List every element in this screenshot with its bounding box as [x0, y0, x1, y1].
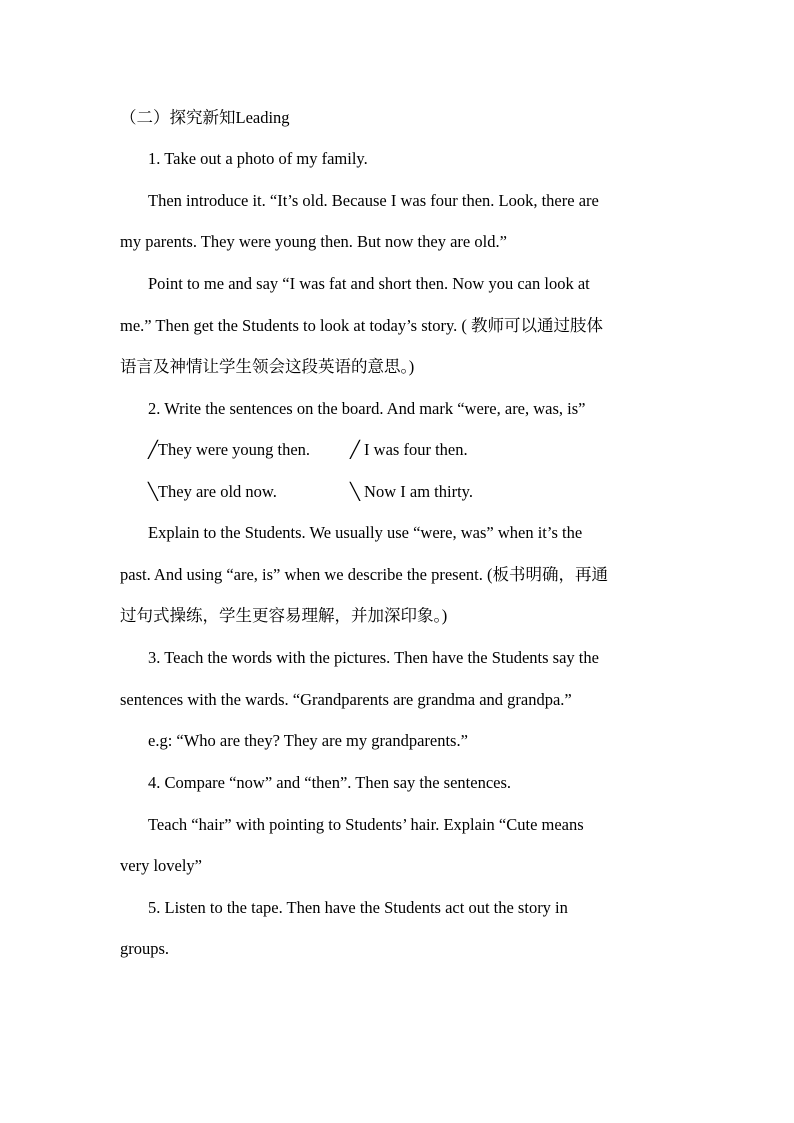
paragraph-line: 过句式操练，学生更容易理解，并加深印象。): [120, 606, 448, 625]
section-title: （二）探究新知Leading: [120, 108, 290, 127]
step-3-text: 3. Teach the words with the pictures. Then have the Students say the: [148, 648, 599, 667]
example-line: e.g: “Who are they? They are my grandparents.”: [148, 731, 468, 750]
board-sentence-past-1: ╱They were young then.: [148, 440, 311, 459]
paragraph-line: Then introduce it. “It’s old. Because I was four then. Look, there are: [148, 191, 599, 210]
paragraph-line: Point to me and say “I was fat and short then. Now you can look at: [148, 274, 590, 293]
step-1-text: 1. Take out a photo of my family.: [148, 149, 368, 168]
board-sentence-present-2: ╲ Now I am thirty.: [350, 482, 473, 501]
paragraph-line: sentences with the wards. “Grandparents are grandma and grandpa.”: [120, 690, 572, 709]
paragraph-line: very lovely”: [120, 856, 203, 875]
board-sentence-present-1: ╲They are old now.: [148, 482, 277, 501]
step-2-text: 2. Write the sentences on the board. And mark “were, are, was, is”: [148, 399, 586, 418]
step-4-text: 4. Compare “now” and “then”. Then say the sentences.: [148, 773, 512, 792]
paragraph-line: past. And using “are, is” when we describe the present. (板书明确，再通: [120, 565, 609, 584]
paragraph-line: me.” Then get the Students to look at today’s story. ( 教师可以通过肢体: [120, 316, 604, 335]
paragraph-line: groups.: [120, 939, 170, 958]
paragraph-line: Teach “hair” with pointing to Students’ hair. Explain “Cute means: [148, 815, 584, 834]
paragraph-line: 语言及神情让学生领会这段英语的意思。): [120, 357, 415, 376]
paragraph-line: Explain to the Students. We usually use “were, was” when it’s the: [148, 523, 583, 542]
paragraph-line: my parents. They were young then. But now they are old.”: [120, 232, 507, 251]
step-5-text: 5. Listen to the tape. Then have the Students act out the story in: [148, 898, 568, 917]
board-sentence-past-2: ╱ I was four then.: [350, 440, 468, 459]
